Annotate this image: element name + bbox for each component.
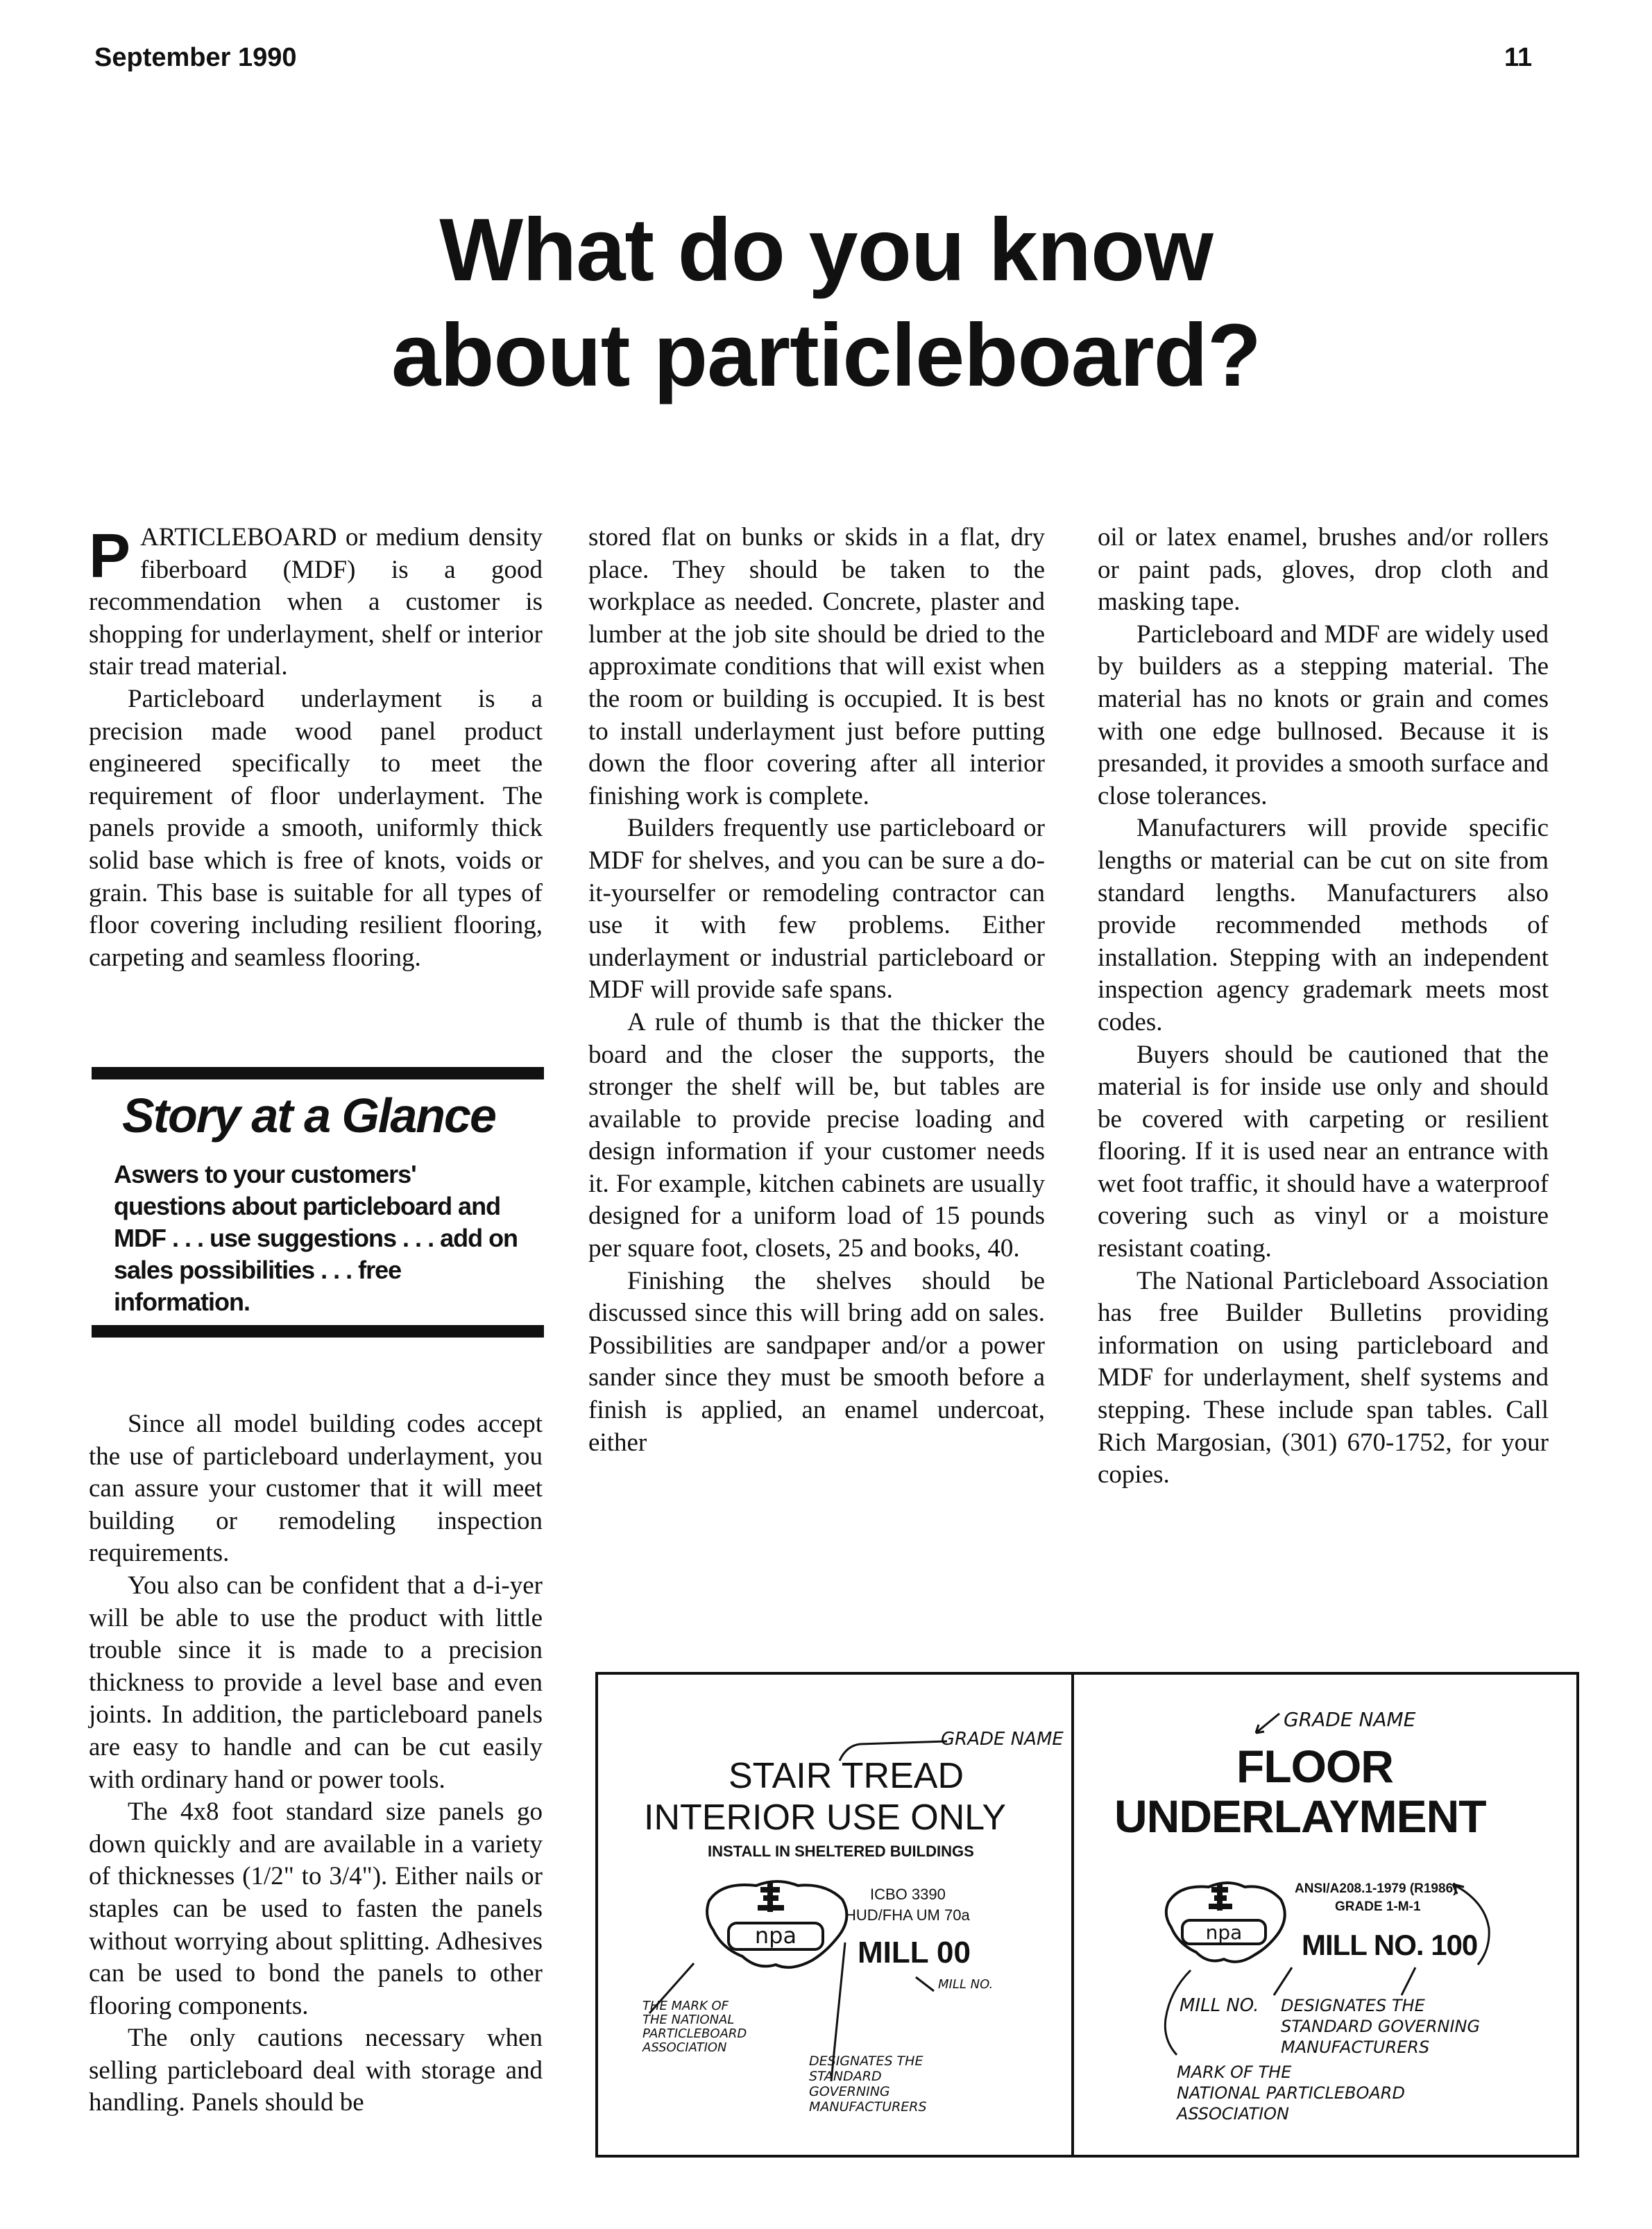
stair-code-2: HUD/FHA UM 70a: [845, 1906, 970, 1924]
stair-line-3: INSTALL IN SHELTERED BUILDINGS: [708, 1843, 974, 1860]
stair-line-2: INTERIOR USE ONLY: [644, 1797, 1007, 1838]
stair-code-1: ICBO 3390: [870, 1886, 946, 1903]
title-line-1: What do you know: [439, 200, 1213, 300]
column-3: [1098, 522, 1549, 1492]
page-number: 11: [1504, 43, 1533, 72]
column-1-top: [89, 522, 543, 974]
stair-std-note: DESIGNATES THE STANDARD GOVERNING MANUFACTURERS: [809, 2053, 927, 2115]
floor-line-1: FLOOR: [1236, 1741, 1393, 1792]
sidebar-rule-bottom: [92, 1325, 544, 1338]
floor-grade-arrow: [1249, 1709, 1284, 1737]
floor-line-2: UNDERLAYMENT: [1114, 1791, 1486, 1842]
paragraph: oil or latex enamel, brushes and/or rollers or paint pads, gloves, drop cloth and masking tape.: [1098, 523, 1549, 617]
paragraph: Manufacturers will provide specific lengths or material can be cut on site from standard lengths. Manufacturers also provide recommended methods of installation. Stepping with an independent inspection agency grademark meets most codes.: [1098, 814, 1549, 1036]
floor-grade-name-note: GRADE NAME: [1284, 1708, 1416, 1731]
paragraph: Buyers should be cautioned that the material is for inside use only and should be covered with carpeting or resilient flooring. If it is used near an entrance with wet foot traffic, it should have a waterproof covering such as vinyl or a moisture resistant coating.: [1098, 1040, 1549, 1263]
column-2: [588, 522, 1045, 1459]
paragraph: Builders frequently use particleboard or MDF for shelves, and you can be sure a do-it-yourselfer or remodeling contractor can use it with few problems. Either underlayment or industrial particleboard or MDF will provide safe spans.: [588, 814, 1045, 1005]
paragraph: You also can be confident that a d-i-yer will be able to use the product with little trouble since it is made to a precision thickness to provide a level base and even joints. In addition, the particleboard panels are easy to handle and can be cut easily with ordinary hand or power tools.: [89, 1571, 543, 1794]
stair-mark-note: THE MARK OF THE NATIONAL PARTICLEBOARD ASSOCIATION: [642, 1999, 747, 2055]
article-title: [0, 198, 1652, 409]
floor-mill: MILL NO. 100: [1302, 1929, 1478, 1961]
sidebar-title: Story at a Glance: [122, 1088, 495, 1143]
grademark-divider: [1071, 1672, 1074, 2158]
column-1-bottom: [89, 1408, 543, 2119]
svg-text:npa: npa: [754, 1922, 797, 1949]
floor-code-1: ANSI/A208.1-1979 (R1986): [1295, 1881, 1458, 1896]
stair-mill-note: MILL NO.: [938, 1977, 994, 1992]
floor-mark-note: MARK OF THE NATIONAL PARTICLEBOARD ASSOCIATION: [1177, 2063, 1405, 2124]
stair-mill: MILL 00: [858, 1936, 971, 1970]
paragraph: A rule of thumb is that the thicker the board and the closer the supports, the stronger the shelf will be, but tables are available to provide precise loading and design information if your customer needs it. For example, kitchen cabinets are usually designed for a uniform load of 15 pounds per square foot, closets, 25 and books, 40.: [588, 1007, 1045, 1263]
svg-text:npa: npa: [1205, 1921, 1243, 1944]
sidebar-rule-top: [92, 1067, 544, 1079]
floor-std-note: DESIGNATES THE STANDARD GOVERNING MANUFACTURERS: [1281, 1996, 1481, 2057]
paragraph: ARTICLEBOARD or medium density fiberboard (MDF) is a good recommendation when a customer is shopping for underlayment, shelf or interior stair tread material.: [89, 523, 543, 681]
paragraph: The National Particleboard Association has free Builder Bulletins providing information on using particleboard and MDF for underlayment, shelf systems and stepping. These include span tables. Call Rich Margosian, (301) 670-1752, for your copies.: [1098, 1266, 1549, 1489]
title-line-2: about particleboard?: [391, 306, 1261, 405]
paragraph: Since all model building codes accept the use of particleboard underlayment, you can assure your customer that it will meet building or remodeling inspection requirements.: [89, 1410, 543, 1568]
floor-code-2: GRADE 1-M-1: [1335, 1899, 1421, 1914]
floor-mill-note: MILL NO.: [1180, 1995, 1259, 2016]
paragraph: Particleboard underlayment is a precision made wood panel product engineered specifically to meet the requirement of floor underlayment. The panels provide a smooth, uniformly thick solid base which is free of knots, voids or grain. This base is suitable for all types of floor covering including resilient flooring, carpeting and seamless flooring.: [89, 684, 543, 972]
paragraph: The only cautions necessary when selling particleboard deal with storage and handling. Panels should be: [89, 2024, 543, 2117]
stair-line-1: STAIR TREAD: [729, 1756, 964, 1796]
paragraph: Particleboard and MDF are widely used by builders as a stepping material. The material has no knots or grain and comes with one edge bullnosed. Because it is presanded, it provides a smooth surface and close tolerances.: [1098, 620, 1549, 810]
issue-date: September 1990: [94, 43, 297, 72]
drop-cap: P: [89, 522, 131, 591]
paragraph: stored flat on bunks or skids in a flat, dry place. They should be taken to the workplace as needed. Concrete, plaster and lumber at the job site should be dried to the approximate conditions that will exist when the room or building is occupied. It is best to install underlayment just before putting down the floor covering after all interior finishing work is complete.: [588, 523, 1045, 810]
sidebar-text: Aswers to your customers' questions about particleboard and MDF . . . use suggestions . . . add on sales possibilities . . . free information.: [114, 1160, 518, 1316]
stair-grade-name-note: GRADE NAME: [941, 1729, 1064, 1750]
paragraph: The 4x8 foot standard size panels go down quickly and are available in a variety of thicknesses (1/2" to 3/4"). Either nails or staples can be used to fasten the panels without worrying about splitting. Adhesives can be used to bond the panels to other flooring components.: [89, 1797, 543, 2020]
paragraph: Finishing the shelves should be discussed since this will bring add on sales. Possibilities are sandpaper and/or a power sander since they must be smooth before a finish is applied, an enamel undercoat, either: [588, 1266, 1045, 1457]
